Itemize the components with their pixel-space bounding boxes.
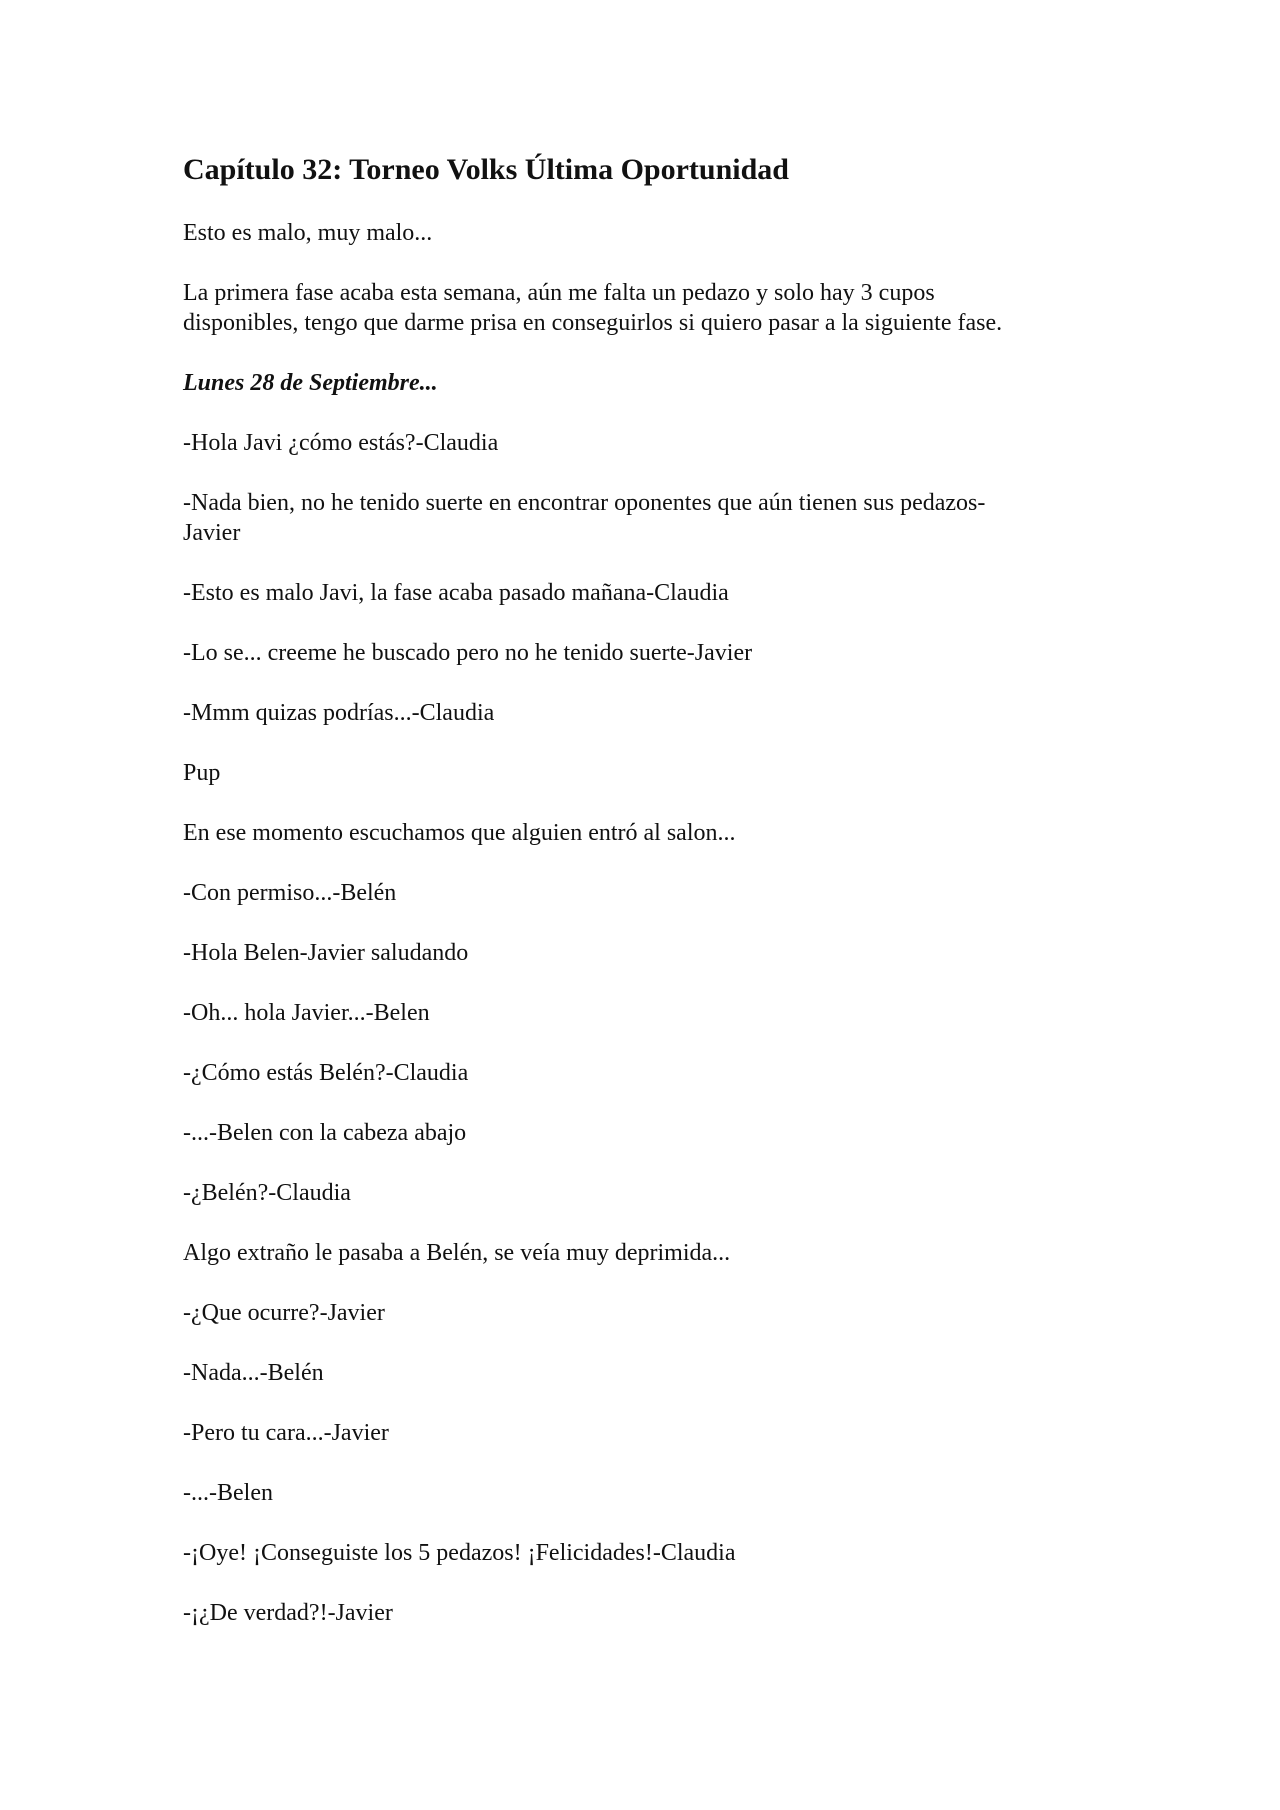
paragraph-line: -¡Oye! ¡Conseguiste los 5 pedazos! ¡Felicidades!-Claudia <box>183 1540 736 1566</box>
paragraph <box>183 758 1103 788</box>
paragraph-line: -...-Belen con la cabeza abajo <box>183 1120 467 1146</box>
paragraph-line: -¿Belén?-Claudia <box>183 1180 351 1206</box>
dialogue-line <box>183 638 1103 668</box>
dialogue-line <box>183 878 1103 908</box>
paragraph-line: Esto es malo, muy malo... <box>183 220 433 246</box>
paragraph-line: -Nada bien, no he tenido suerte en encontrar oponentes que aún tienen sus pedazos- <box>183 490 986 516</box>
dialogue-line <box>183 1538 1103 1568</box>
dialogue-line <box>183 1178 1103 1208</box>
paragraph <box>183 1238 1103 1268</box>
paragraph-line: -Pero tu cara...-Javier <box>183 1420 389 1446</box>
paragraph-line: -...-Belen <box>183 1480 273 1506</box>
paragraph <box>183 278 1103 338</box>
paragraph-line: Algo extraño le pasaba a Belén, se veía muy deprimida... <box>183 1240 731 1266</box>
dialogue-line <box>183 1058 1103 1088</box>
dialogue-line <box>183 998 1103 1028</box>
paragraph <box>183 218 1103 248</box>
paragraph-line: -Lo se... creeme he buscado pero no he tenido suerte-Javier <box>183 640 753 666</box>
paragraph-line: -Hola Belen-Javier saludando <box>183 940 469 966</box>
paragraph-line: -Mmm quizas podrías...-Claudia <box>183 700 495 726</box>
paragraph-line: -Con permiso...-Belén <box>183 880 397 906</box>
paragraph-line: -¿Que ocurre?-Javier <box>183 1300 385 1326</box>
paragraph-line: Pup <box>183 760 221 786</box>
paragraph-line: -Hola Javi ¿cómo estás?-Claudia <box>183 430 499 456</box>
paragraph <box>183 818 1103 848</box>
dialogue-line <box>183 1358 1103 1388</box>
paragraph-line: En ese momento escuchamos que alguien entró al salon... <box>183 820 736 846</box>
paragraph-line: -¿Cómo estás Belén?-Claudia <box>183 1060 469 1086</box>
dialogue-line <box>183 1118 1103 1148</box>
dialogue-line <box>183 488 1103 548</box>
paragraph-line: Javier <box>183 520 241 546</box>
paragraph-line: -Esto es malo Javi, la fase acaba pasado mañana-Claudia <box>183 580 729 606</box>
paragraph-line: -Nada...-Belén <box>183 1360 324 1386</box>
dialogue-line <box>183 938 1103 968</box>
date-heading <box>183 368 1103 398</box>
dialogue-line <box>183 578 1103 608</box>
paragraph-line: La primera fase acaba esta semana, aún me falta un pedazo y solo hay 3 cupos <box>183 280 935 306</box>
paragraph-line: -Oh... hola Javier...-Belen <box>183 1000 430 1026</box>
dialogue-line <box>183 698 1103 728</box>
dialogue-line <box>183 428 1103 458</box>
dialogue-line <box>183 1478 1103 1508</box>
paragraph-line: -¡¿De verdad?!-Javier <box>183 1600 393 1626</box>
paragraph-line: disponibles, tengo que darme prisa en conseguirlos si quiero pasar a la siguiente fase. <box>183 310 1003 336</box>
paragraph-line: Lunes 28 de Septiembre... <box>183 370 438 396</box>
dialogue-line <box>183 1418 1103 1448</box>
dialogue-line <box>183 1298 1103 1328</box>
dialogue-line <box>183 1598 1103 1628</box>
chapter-title: Capítulo 32: Torneo Volks Última Oportunidad <box>183 153 789 186</box>
